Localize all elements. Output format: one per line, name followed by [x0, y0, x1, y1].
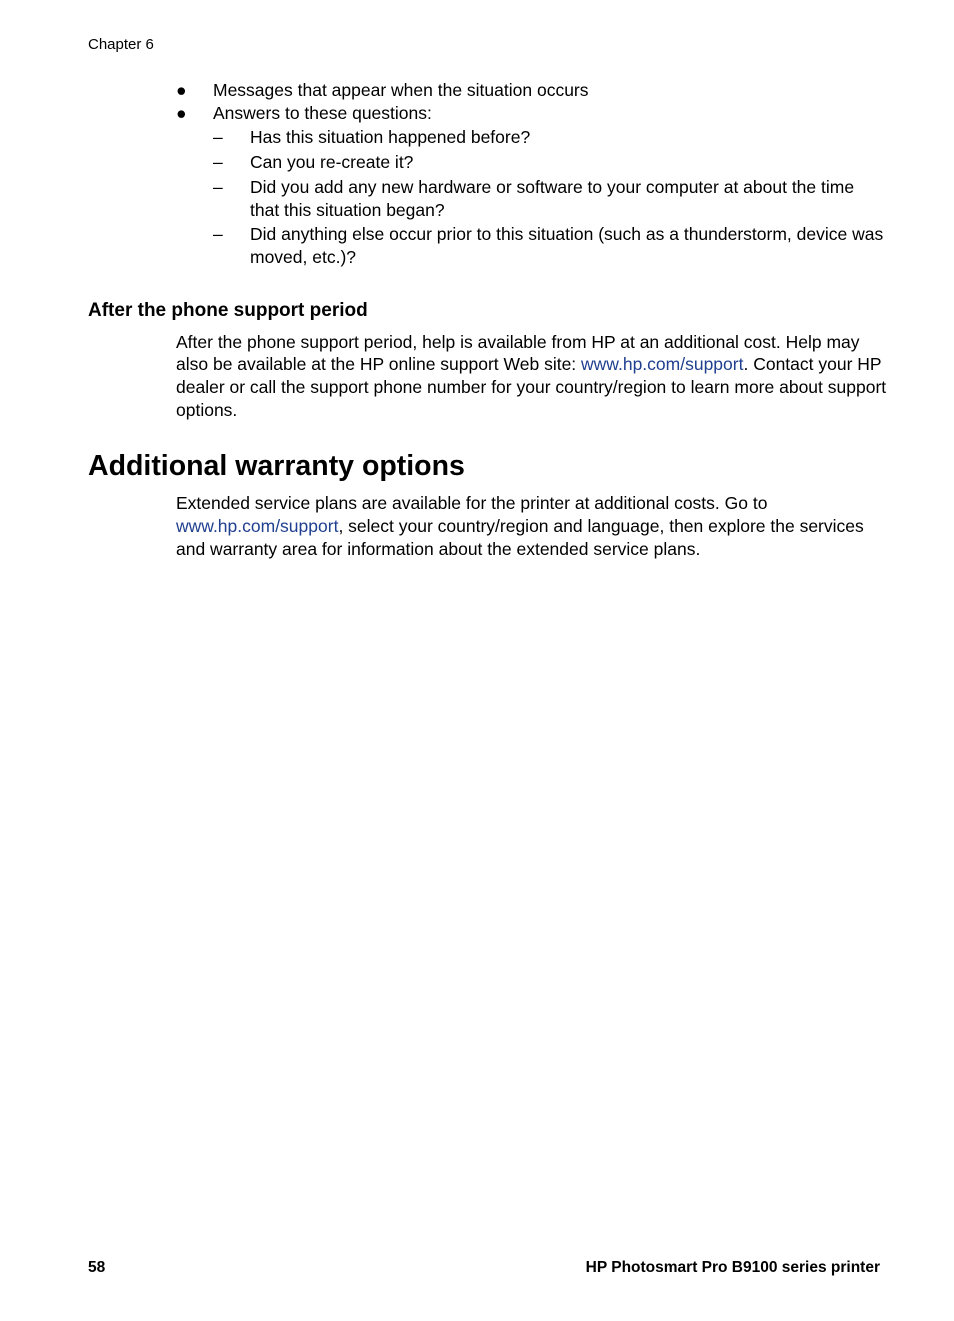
- page-content: [88, 79, 888, 561]
- sub-list-item-text: Has this situation happened before?: [250, 127, 531, 148]
- paragraph-text: Extended service plans are available for the printer at additional costs. Go to: [176, 493, 768, 514]
- list-item-text: Messages that appear when the situation occurs: [213, 80, 589, 100]
- paragraph-text: After the phone support period, help is available from HP at an additional cost. Help may also be available at the HP online support Web site:: [176, 331, 860, 375]
- paragraph-text: , select your country/region and language, then explore the services and warranty area for information about the extended service plans.: [176, 516, 864, 559]
- after-phone-support-heading: After the phone support period: [88, 299, 368, 321]
- after-phone-support-paragraph: [176, 331, 888, 422]
- sub-list-item-text: Can you re-create it?: [250, 152, 414, 173]
- sub-list-item: [213, 176, 888, 221]
- info-bullet-list: [176, 79, 888, 269]
- dash-icon: –: [213, 176, 223, 197]
- dash-icon: –: [213, 224, 223, 245]
- list-item: [176, 79, 888, 102]
- dash-icon: –: [213, 127, 223, 148]
- bullet-icon: ●: [176, 102, 187, 123]
- hp-support-link[interactable]: www.hp.com/support: [176, 516, 339, 537]
- question-sub-list: [213, 126, 888, 268]
- paragraph-text: . Contact your HP dealer or call the support phone number for your country/region to learn more about support options.: [176, 354, 887, 420]
- sub-list-item-text: Did anything else occur prior to this situation (such as a thunderstorm, device was moved, etc.)?: [250, 224, 884, 267]
- additional-warranty-heading: Additional warranty options: [88, 450, 465, 483]
- bullet-icon: ●: [176, 80, 187, 100]
- chapter-label: Chapter 6: [88, 36, 154, 53]
- sub-list-item: [213, 151, 888, 174]
- additional-warranty-paragraph: [176, 492, 888, 560]
- sub-list-item: [213, 126, 888, 149]
- page-number: 58: [88, 1259, 106, 1276]
- sub-list-item-text: Did you add any new hardware or software to your computer at about the time that this situation began?: [250, 176, 855, 220]
- list-item-text: Answers to these questions:: [213, 102, 432, 123]
- product-title: HP Photosmart Pro B9100 series printer: [585, 1259, 880, 1276]
- hp-support-link[interactable]: www.hp.com/support: [581, 354, 744, 375]
- dash-icon: –: [213, 152, 223, 173]
- sub-list-item: [213, 223, 888, 268]
- list-item: [176, 102, 888, 269]
